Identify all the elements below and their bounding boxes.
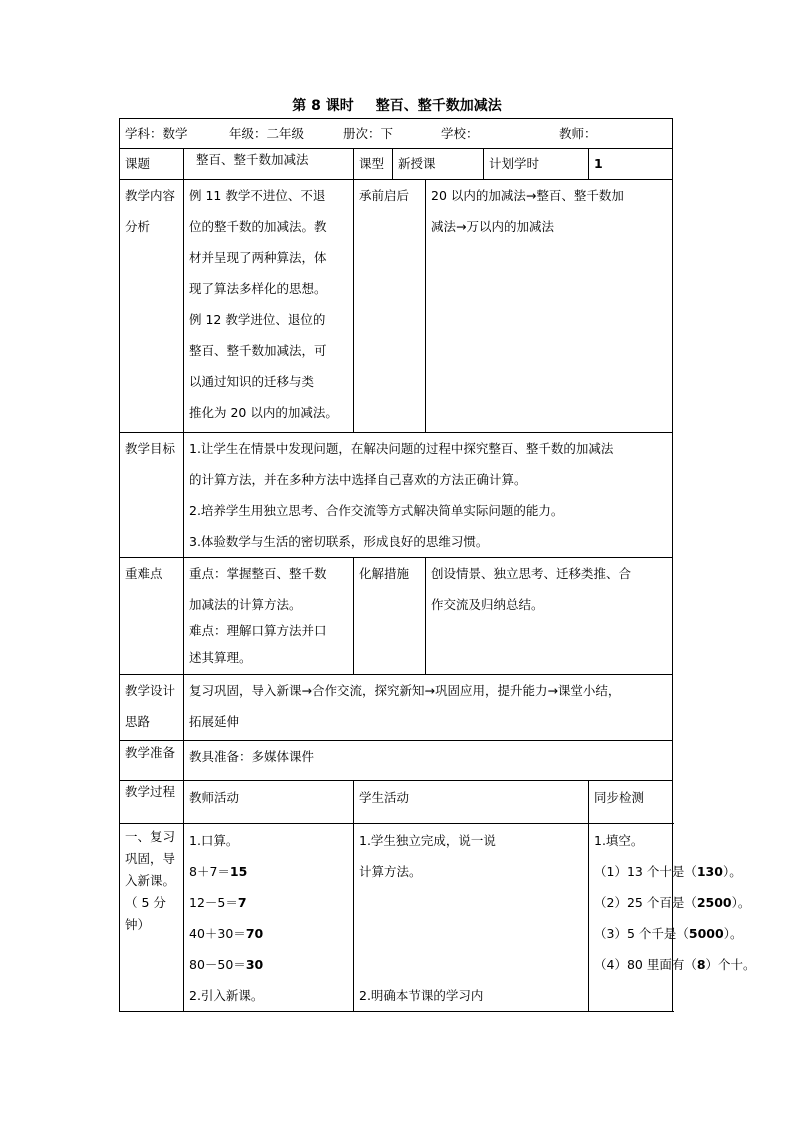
exercise bbox=[189, 856, 348, 887]
prep-label: 教学准备 bbox=[120, 741, 184, 781]
check-pre: （2）25 个百是（ bbox=[594, 895, 697, 910]
difficulty-line: 难点：理解口算方法并口 bbox=[189, 623, 327, 638]
difficulty-right-line: 作交流及归纳总结。 bbox=[431, 597, 544, 612]
type-label: 课型 bbox=[354, 149, 393, 180]
check-item bbox=[594, 887, 751, 918]
exercise-expr: 8＋7＝ bbox=[189, 864, 230, 879]
analysis-left bbox=[184, 180, 354, 433]
analysis-label: 教学内容分析 bbox=[120, 180, 184, 433]
analysis-line: 例 11 教学不进位、不退 bbox=[189, 188, 326, 203]
check-title: 1.填空。 bbox=[594, 833, 644, 848]
info-row bbox=[120, 119, 673, 149]
analysis-right-line: 20 以内的加减法→整百、整千数加 bbox=[431, 188, 624, 203]
goal-line: 的计算方法，并在多种方法中选择自己喜欢的方法正确计算。 bbox=[189, 472, 527, 487]
difficulty-line: 述其算理。 bbox=[189, 650, 252, 665]
analysis-line: 整百、整千数加减法，可 bbox=[189, 343, 327, 358]
goal-line: 2.培养学生用独立思考、合作交流等方式解决简单实际问题的能力。 bbox=[189, 503, 564, 518]
analysis-line: 以通过知识的迁移与类 bbox=[189, 374, 315, 389]
type-value: 新授课 bbox=[393, 149, 484, 180]
goal-line: 3.体验数学与生活的密切联系，形成良好的思维习惯。 bbox=[189, 534, 489, 549]
check-post: ）个十。 bbox=[705, 957, 756, 972]
exercise-expr: 12－5＝ bbox=[189, 895, 238, 910]
goal-line: 1.让学生在情景中发现问题，在解决问题的过程中探究整百、整千数的加减法 bbox=[189, 441, 614, 456]
topic-label: 课题 bbox=[120, 149, 184, 180]
process-header-row bbox=[120, 781, 673, 824]
difficulty-middle: 化解措施 bbox=[354, 558, 426, 675]
analysis-middle: 承前启后 bbox=[354, 180, 426, 433]
analysis-line: 材并呈现了两种算法，体 bbox=[189, 250, 327, 265]
design-label: 教学设计思路 bbox=[120, 675, 184, 741]
analysis-line: 位的整千数的加减法。教 bbox=[189, 219, 327, 234]
student-activity-header: 学生活动 bbox=[354, 781, 589, 824]
design-line: 拓展延伸 bbox=[189, 714, 240, 729]
design-content bbox=[184, 675, 673, 741]
check-pre: （3）5 个千是（ bbox=[594, 926, 689, 941]
analysis-line: 推化为 20 以内的加减法。 bbox=[189, 405, 338, 420]
goals-row bbox=[120, 433, 673, 558]
exercise bbox=[189, 949, 348, 980]
difficulty-line: 重点：掌握整百、整千数 bbox=[189, 566, 327, 581]
check-answer: 130 bbox=[696, 864, 723, 879]
teacher-activity-header: 教师活动 bbox=[184, 781, 354, 824]
analysis-row bbox=[120, 180, 673, 433]
volume-field: 册次：下 bbox=[343, 126, 394, 141]
check-item bbox=[594, 856, 742, 887]
exercise-expr: 80－50＝ bbox=[189, 957, 246, 972]
exercise-expr: 40＋30＝ bbox=[189, 926, 246, 941]
grade-field: 年级：二年级 bbox=[229, 126, 305, 141]
difficulty-row bbox=[120, 558, 673, 675]
design-line: 复习巩固，导入新课→合作交流，探究新知→巩固应用，提升能力→课堂小结， bbox=[189, 683, 621, 698]
design-row bbox=[120, 675, 673, 741]
analysis-right-line: 减法→万以内的加减法 bbox=[431, 219, 554, 234]
review-teacher bbox=[184, 824, 354, 1012]
teacher-field: 教师： bbox=[559, 126, 597, 141]
exercise bbox=[189, 918, 348, 949]
teacher-item: 2.引入新课。 bbox=[189, 988, 264, 1003]
sync-check-header: 同步检测 bbox=[589, 781, 673, 824]
exercise bbox=[189, 887, 348, 918]
student-line: 1.学生独立完成，说一说 bbox=[359, 833, 496, 848]
lesson-plan-table bbox=[119, 118, 756, 1012]
analysis-line: 现了算法多样化的思想。 bbox=[189, 281, 327, 296]
topic-value: 整百、整千数加减法 bbox=[184, 149, 354, 180]
check-post: ）。 bbox=[731, 895, 751, 910]
hours-value: 1 bbox=[589, 149, 673, 180]
difficulty-right bbox=[426, 558, 673, 675]
exercise-answer: 7 bbox=[237, 895, 247, 910]
prep-row bbox=[120, 741, 673, 781]
review-label: 一、复习巩固，导入新课。（ 5 分钟） bbox=[120, 824, 184, 1012]
lesson-number: 第 8 课时 bbox=[292, 98, 354, 114]
page-title bbox=[0, 97, 794, 115]
subject-field: 学科：数学 bbox=[125, 126, 188, 141]
analysis-right bbox=[426, 180, 673, 433]
check-post: ）。 bbox=[722, 864, 742, 879]
check-answer: 8 bbox=[696, 957, 706, 972]
goals-label: 教学目标 bbox=[120, 433, 184, 558]
review-student bbox=[354, 824, 589, 1012]
process-label: 教学过程 bbox=[120, 781, 184, 824]
check-item bbox=[594, 918, 743, 949]
difficulty-left bbox=[184, 558, 354, 675]
check-pre: （1）13 个十是（ bbox=[594, 864, 697, 879]
check-post: ）。 bbox=[723, 926, 743, 941]
student-line: 计算方法。 bbox=[359, 864, 422, 879]
analysis-line: 例 12 教学进位、退位的 bbox=[189, 312, 326, 327]
difficulty-label: 重难点 bbox=[120, 558, 184, 675]
topic-row bbox=[120, 149, 673, 180]
difficulty-line: 加减法的计算方法。 bbox=[189, 597, 302, 612]
check-answer: 2500 bbox=[696, 895, 732, 910]
teacher-item: 1.口算。 bbox=[189, 833, 239, 848]
exercise-answer: 70 bbox=[245, 926, 264, 941]
prep-content: 教具准备：多媒体课件 bbox=[184, 741, 673, 781]
check-pre: （4）80 里面有（ bbox=[594, 957, 697, 972]
review-check bbox=[589, 824, 756, 1012]
lesson-topic: 整百、整千数加减法 bbox=[375, 98, 502, 114]
difficulty-right-line: 创设情景、独立思考、迁移类推、合 bbox=[431, 566, 632, 581]
student-line: 2.明确本节课的学习内 bbox=[359, 988, 484, 1003]
exercise-answer: 15 bbox=[229, 864, 248, 879]
goals-content bbox=[184, 433, 673, 558]
check-answer: 5000 bbox=[688, 926, 724, 941]
check-item bbox=[594, 949, 756, 980]
review-row bbox=[120, 824, 673, 1012]
hours-label: 计划学时 bbox=[484, 149, 589, 180]
exercise-answer: 30 bbox=[245, 957, 264, 972]
school-field: 学校： bbox=[441, 126, 479, 141]
